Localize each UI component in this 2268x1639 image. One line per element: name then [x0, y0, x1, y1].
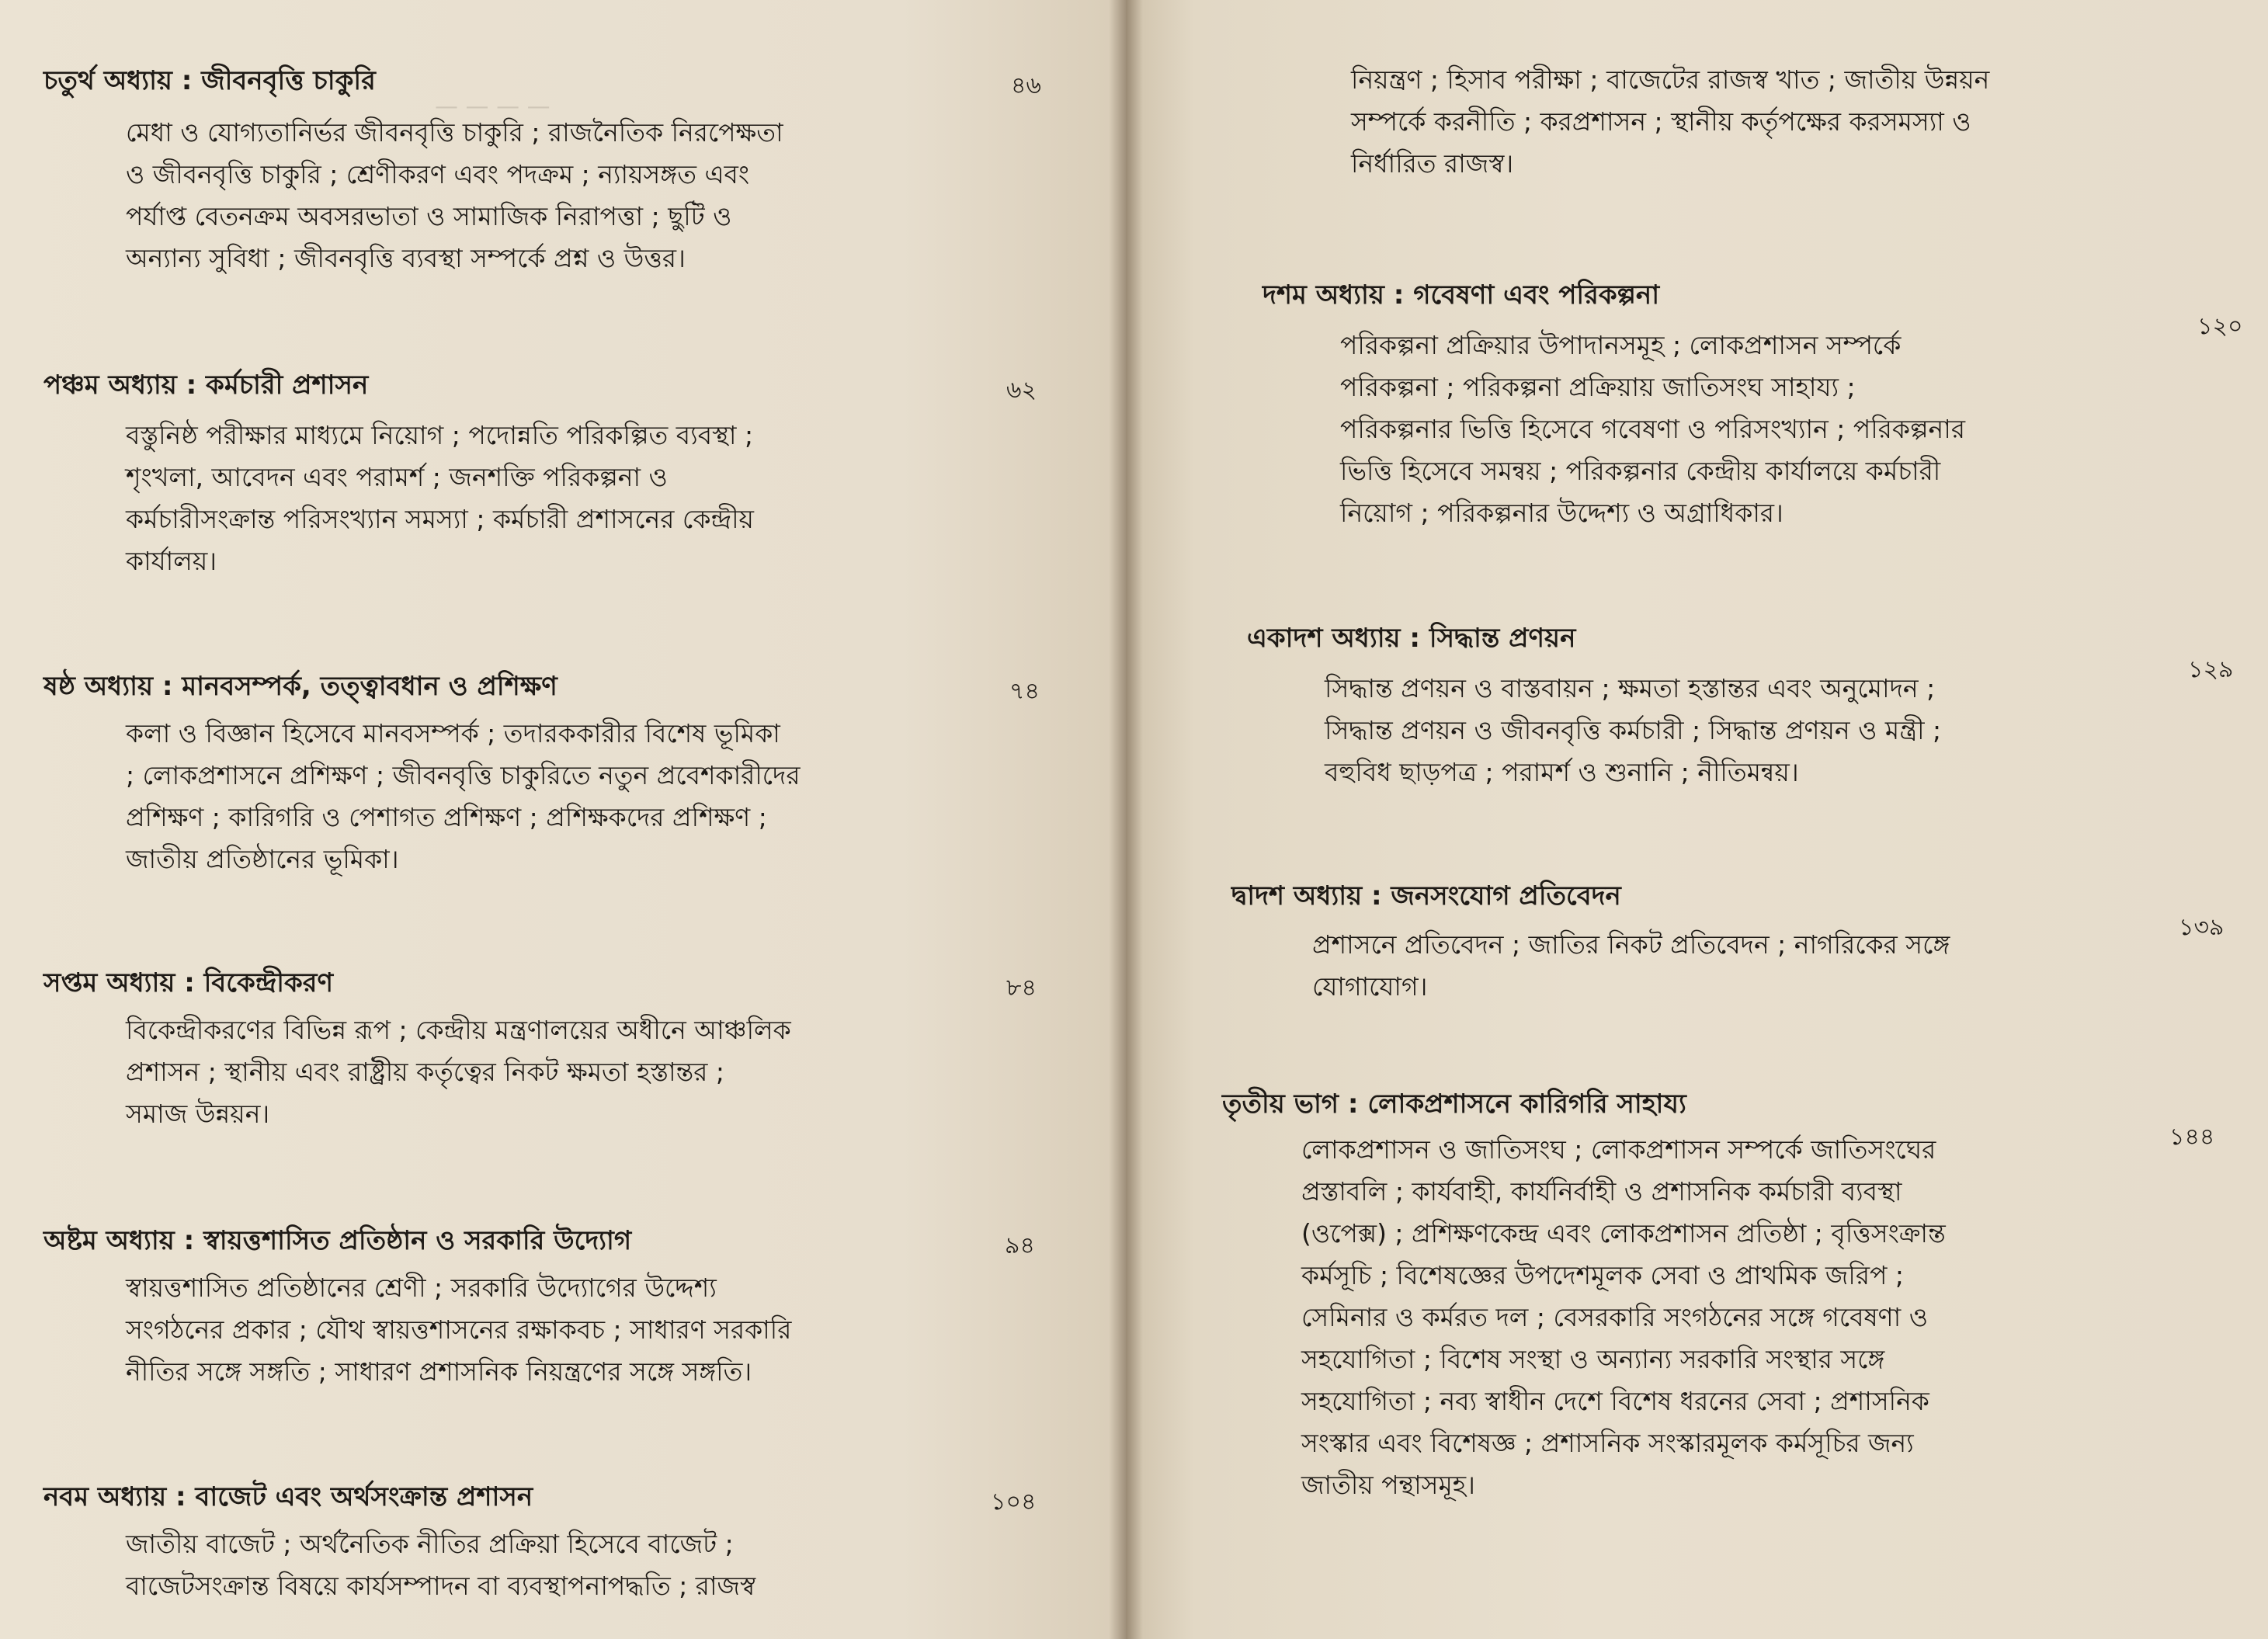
bleed-through-text: — — — — — [435, 93, 551, 120]
chapter-summary — [126, 1523, 894, 1607]
chapter-summary — [126, 112, 894, 280]
book-gutter — [1109, 0, 1143, 1639]
chapter-title: ষষ্ঠ অধ্যায় : মানবসম্পর্ক, তত্ত্বাবধান ও প্রশিক্ষণ — [43, 671, 557, 702]
chapter-title: পঞ্চম অধ্যায় : কর্মচারী প্রশাসন — [43, 370, 369, 401]
summary-line: সেমিনার ও কর্মরত দল ; বেসরকারি সংগঠনের সঙ্গে গবেষণা ও — [1301, 1302, 1928, 1332]
chapter-title: দশম অধ্যায় : গবেষণা এবং পরিকল্পনা — [1263, 280, 1660, 311]
chapter-title: চতুর্থ অধ্যায় : জীবনবৃত্তি চাকুরি — [43, 65, 376, 96]
summary-line: নির্ধারিত রাজস্ব। — [1351, 148, 1514, 179]
summary-line: শৃংখলা, আবেদন এবং পরামর্শ ; জনশক্তি পরিকল্পনা ও — [126, 462, 668, 492]
chapter-summary — [126, 713, 894, 880]
summary-line: পরিকল্পনা ; পরিকল্পনা প্রক্রিয়ায় জাতিসংঘ সাহায্য ; — [1340, 372, 1856, 402]
chapter-summary — [1301, 1129, 2093, 1506]
summary-line: সহযোগিতা ; নব্য স্বাধীন দেশে বিশেষ ধরনের সেবা ; প্রশাসনিক — [1301, 1386, 1929, 1416]
summary-line: জাতীয় পন্থাসমূহ। — [1301, 1470, 1475, 1500]
summary-line: জাতীয় প্রতিষ্ঠানের ভূমিকা। — [126, 844, 399, 874]
toc-entry — [43, 666, 557, 710]
toc-entry — [1222, 1084, 1686, 1128]
summary-line: সহযোগিতা ; বিশেষ সংস্থা ও অন্যান্য সরকারি সংস্থার সঙ্গে — [1301, 1344, 1885, 1374]
summary-line: পরিকল্পনার ভিত্তি হিসেবে গবেষণা ও পরিসংখ্যান ; পরিকল্পনার — [1340, 414, 1965, 444]
summary-line: প্রশাসন ; স্থানীয় এবং রাষ্ট্রীয় কর্তৃত্বের নিকট ক্ষমতা হস্তান্তর ; — [126, 1057, 725, 1087]
chapter-summary — [1325, 668, 2109, 793]
summary-line: বাজেটসংক্রান্ত বিষয়ে কার্যসম্পাদন বা ব্যবস্থাপনাপদ্ধতি ; রাজস্ব — [126, 1571, 756, 1601]
summary-line: কলা ও বিজ্ঞান হিসেবে মানবসম্পর্ক ; তদারককারীর বিশেষ ভূমিকা — [126, 718, 780, 748]
chapter-summary — [126, 1267, 894, 1393]
toc-entry — [1231, 876, 1621, 920]
chapter-summary — [1340, 325, 2124, 534]
chapter-page-number: ৪৬ — [1011, 72, 1041, 99]
summary-line: বস্তুনিষ্ঠ পরীক্ষার মাধ্যমে নিয়োগ ; পদোন্নতি পরিকল্পিত ব্যবস্থা ; — [126, 420, 754, 450]
summary-line: কর্মচারীসংক্রান্ত পরিসংখ্যান সমস্যা ; কর্মচারী প্রশাসনের কেন্দ্রীয় — [126, 504, 754, 534]
summary-line: (ওপেক্স) ; প্রশিক্ষণকেন্দ্র এবং লোকপ্রশাসন প্রতিষ্ঠা ; বৃত্তিসংক্রান্ত — [1301, 1218, 1946, 1248]
summary-line: পর্যাপ্ত বেতনক্রম অবসরভাতা ও সামাজিক নিরাপত্তা ; ছুটি ও — [126, 201, 732, 231]
summary-line: জাতীয় বাজেট ; অর্থনৈতিক নীতির প্রক্রিয়া হিসেবে বাজেট ; — [126, 1529, 734, 1559]
chapter-page-number: ১৩৯ — [2179, 914, 2225, 941]
chapter-title: একাদশ অধ্যায় : সিদ্ধান্ত প্রণয়ন — [1247, 623, 1576, 654]
chapter-page-number: ৭৪ — [1009, 678, 1040, 705]
summary-line: প্রস্তাবলি ; কার্যবাহী, কার্যনির্বাহী ও প্রশাসনিক কর্মচারী ব্যবস্থা — [1301, 1176, 1902, 1207]
summary-line: সংগঠনের প্রকার ; যৌথ স্বায়ত্তশাসনের রক্ষাকবচ ; সাধারণ সরকারি — [126, 1314, 792, 1345]
summary-line: বিকেন্দ্রীকরণের বিভিন্ন রূপ ; কেন্দ্রীয় মন্ত্রণালয়ের অধীনে আঞ্চলিক — [126, 1015, 791, 1045]
summary-line: লোকপ্রশাসন ও জাতিসংঘ ; লোকপ্রশাসন সম্পর্কে জাতিসংঘের — [1301, 1134, 1936, 1165]
chapter-page-number: ১২০ — [2197, 313, 2243, 340]
toc-entry — [43, 365, 368, 409]
chapter-summary — [1312, 924, 2096, 1008]
chapter-summary — [126, 415, 894, 582]
summary-line: ভিত্তি হিসেবে সমন্বয় ; পরিকল্পনার কেন্দ্রীয় কার্যালয়ে কর্মচারী — [1340, 456, 1941, 486]
summary-line: ও জীবনবৃত্তি চাকুরি ; শ্রেণীকরণ এবং পদক্রম ; ন্যায়সঙ্গত এবং — [126, 159, 750, 189]
summary-line: প্রশিক্ষণ ; কারিগরি ও পেশাগত প্রশিক্ষণ ; প্রশিক্ষকদের প্রশিক্ষণ ; — [126, 802, 767, 832]
summary-line: মেধা ও যোগ্যতানির্ভর জীবনবৃত্তি চাকুরি ; রাজনৈতিক নিরপেক্ষতা — [126, 117, 783, 148]
chapter-summary-continued — [1351, 59, 2127, 185]
chapter-page-number: ১০৪ — [991, 1488, 1037, 1516]
toc-entry — [1263, 275, 1659, 319]
chapter-title: অষ্টম অধ্যায় : স্বায়ত্তশাসিত প্রতিষ্ঠান ও সরকারি উদ্যোগ — [43, 1225, 632, 1256]
summary-line: নীতির সঙ্গে সঙ্গতি ; সাধারণ প্রশাসনিক নিয়ন্ত্রণের সঙ্গে সঙ্গতি। — [126, 1356, 752, 1387]
right-page — [1126, 0, 2268, 1639]
chapter-title: তৃতীয় ভাগ : লোকপ্রশাসনে কারিগরি সাহায্য — [1222, 1089, 1686, 1120]
summary-line: বহুবিধ ছাড়পত্র ; পরামর্শ ও শুনানি ; নীতিমন্বয়। — [1325, 757, 1799, 787]
chapter-page-number: ১৪৪ — [2169, 1123, 2215, 1151]
summary-line: নিয়োগ ; পরিকল্পনার উদ্দেশ্য ও অগ্রাধিকার। — [1340, 498, 1783, 528]
summary-line: প্রশাসনে প্রতিবেদন ; জাতির নিকট প্রতিবেদন ; নাগরিকের সঙ্গে — [1312, 929, 1950, 960]
summary-line: সিদ্ধান্ত প্রণয়ন ও বাস্তবায়ন ; ক্ষমতা হস্তান্তর এবং অনুমোদন ; — [1325, 673, 1936, 703]
toc-entry — [43, 1477, 533, 1521]
summary-line: স্বায়ত্তশাসিত প্রতিষ্ঠানের শ্রেণী ; সরকারি উদ্যোগের উদ্দেশ্য — [126, 1273, 717, 1303]
summary-line: সমাজ উন্নয়ন। — [126, 1099, 270, 1129]
chapter-page-number: ৯৪ — [1005, 1232, 1035, 1259]
left-page — [0, 0, 1126, 1639]
summary-line: সংস্কার এবং বিশেষজ্ঞ ; প্রশাসনিক সংস্কারমূলক কর্মসূচির জন্য — [1301, 1428, 1914, 1458]
chapter-title: দ্বাদশ অধ্যায় : জনসংযোগ প্রতিবেদন — [1231, 880, 1621, 912]
summary-line: যোগাযোগ। — [1312, 971, 1428, 1002]
toc-entry — [43, 61, 376, 105]
summary-line: কর্মসূচি ; বিশেষজ্ঞের উপদেশমূলক সেবা ও প্রাথমিক জরিপ ; — [1301, 1260, 1904, 1290]
chapter-page-number: ৮৪ — [1006, 974, 1037, 1002]
toc-entry — [1247, 618, 1575, 662]
chapter-page-number: ৬২ — [1006, 377, 1037, 404]
chapter-title: সপ্তম অধ্যায় : বিকেন্দ্রীকরণ — [43, 967, 334, 998]
chapter-summary — [126, 1009, 894, 1135]
summary-line: নিয়ন্ত্রণ ; হিসাব পরীক্ষা ; বাজেটের রাজস্ব খাত ; জাতীয় উন্নয়ন — [1351, 64, 1990, 95]
chapter-title: নবম অধ্যায় : বাজেট এবং অর্থসংক্রান্ত প্রশাসন — [43, 1481, 533, 1512]
summary-line: পরিকল্পনা প্রক্রিয়ার উপাদানসমূহ ; লোকপ্রশাসন সম্পর্কে — [1340, 330, 1902, 360]
summary-line: অন্যান্য সুবিধা ; জীবনবৃত্তি ব্যবস্থা সম্পর্কে প্রশ্ন ও উত্তর। — [126, 243, 686, 273]
summary-line: সম্পর্কে করনীতি ; করপ্রশাসন ; স্থানীয় কর্তৃপক্ষের করসমস্যা ও — [1351, 106, 1971, 137]
summary-line: কার্যালয়। — [126, 546, 217, 576]
toc-entry — [43, 1221, 631, 1265]
toc-entry — [43, 963, 333, 1007]
chapter-page-number: ১২৯ — [2188, 656, 2234, 683]
summary-line: ; লোকপ্রশাসনে প্রশিক্ষণ ; জীবনবৃত্তি চাকুরিতে নতুন প্রবেশকারীদের — [126, 760, 801, 790]
summary-line: সিদ্ধান্ত প্রণয়ন ও জীবনবৃত্তি কর্মচারী ; সিদ্ধান্ত প্রণয়ন ও মন্ত্রী ; — [1325, 715, 1942, 745]
